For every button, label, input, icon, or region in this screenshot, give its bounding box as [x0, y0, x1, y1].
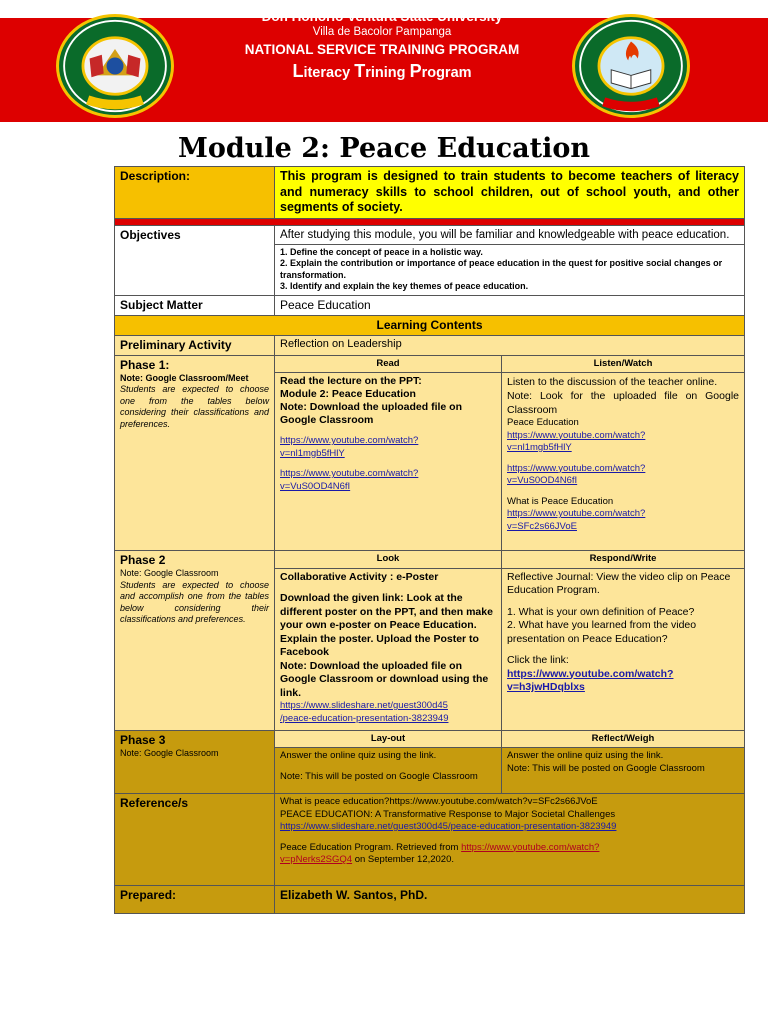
prepared-label-cell	[115, 886, 275, 914]
subject-matter-label-cell	[115, 295, 275, 315]
description-label: Description:	[120, 169, 191, 183]
prepared-by: Elizabeth W. Santos, PhD.	[280, 888, 428, 902]
listen-text: Listen to the discussion of the teacher online.	[507, 376, 718, 388]
youtube-link[interactable]: https://www.youtube.com/watch?	[507, 667, 674, 680]
objectives-row	[115, 225, 745, 244]
reference-line: v=pNerks2SGQ4 on September 12,2020.	[280, 854, 455, 865]
youtube-link[interactable]: v=SFc2s66JVoE	[507, 520, 577, 532]
preliminary-cell	[275, 335, 745, 355]
read-line: Module 2: Peace Education	[280, 388, 416, 400]
preliminary-value: Reflection on Leadership	[280, 337, 402, 350]
phase2-look-cell	[275, 568, 502, 730]
learning-contents-cell	[115, 315, 745, 335]
look-note: Note: Download the uploaded file on Google Classroom or download using the link.	[280, 659, 489, 699]
red-divider	[115, 218, 745, 225]
objectives-list-cell	[275, 244, 745, 295]
reference-link[interactable]: v=pNerks2SGQ4	[280, 854, 353, 865]
phase1-desc: Students are expected to choose one from the tables below considering their classifications and preferences.	[120, 384, 269, 429]
module-table	[114, 166, 745, 914]
module-title: Module 2: Peace Education	[177, 133, 591, 164]
phase3-label: Phase 3	[120, 732, 166, 747]
phase1-col2-head: Listen/Watch	[502, 355, 745, 373]
prepared-label: Prepared:	[120, 888, 177, 902]
youtube-link[interactable]: v=VuS0OD4N6fI	[280, 480, 351, 492]
respond-intro: Reflective Journal: View the video clip on Peace Education Program.	[507, 570, 731, 596]
respond-click-label: Click the link:	[507, 654, 569, 666]
listen-caption: What is Peace Education	[507, 495, 614, 507]
description-label-cell	[115, 167, 275, 219]
youtube-link[interactable]: v=h3jwHDqblxs	[507, 681, 585, 693]
reflect-note: Note: This will be posted on Google Classroom	[507, 762, 705, 774]
description-row	[115, 167, 745, 219]
phase3-reflect-cell	[502, 748, 745, 794]
university-address: Villa de Bacolor Pampanga	[312, 26, 452, 38]
phase2-respond-cell	[502, 568, 745, 730]
preliminary-row	[115, 335, 745, 355]
phase2-col1-head: Look	[275, 551, 502, 569]
prepared-row	[115, 886, 745, 914]
phase1-label: Phase 1:	[120, 357, 170, 372]
phase1-label-cell	[115, 355, 275, 551]
learning-contents-heading: Learning Contents	[376, 317, 483, 332]
youtube-link[interactable]: https://www.youtube.com/watch?	[507, 429, 646, 441]
phase1-read-cell	[275, 373, 502, 551]
phase2-header-row	[115, 551, 745, 569]
listen-caption: Peace Education	[507, 417, 579, 428]
description-text: This program is designed to train students to become teachers of literacy and numeracy skills to school children, out of school youth, and other segments of society.	[280, 169, 739, 214]
subject-matter-cell	[275, 295, 745, 315]
layout-text: Answer the online quiz using the link.	[280, 750, 437, 761]
youtube-link[interactable]: https://www.youtube.com/watch?	[507, 462, 646, 474]
objectives-label: Objectives	[120, 227, 181, 242]
look-body: Download the given link: Look at the different poster on the PPT, and then make your own e-poster on Peace Education. Explain the poster. Upload the Poster to Facebook	[280, 592, 493, 658]
phase2-note: Note: Google Classroom	[120, 568, 219, 578]
phase1-header-row	[115, 355, 745, 373]
listen-note: Note: Look for the uploaded file on Google Classroom	[507, 390, 739, 416]
description-cell	[275, 167, 745, 219]
layout-note: Note: This will be posted on Google Classroom	[280, 770, 478, 782]
youtube-link[interactable]: v=nl1mgb5fHlY	[507, 442, 572, 453]
prepared-cell	[275, 886, 745, 914]
references-cell	[275, 794, 745, 886]
read-line: Note: Download the uploaded file on Google Classroom	[280, 401, 462, 426]
subject-matter-label: Subject Matter	[120, 297, 203, 312]
phase2-label: Phase 2	[120, 553, 166, 567]
reference-line: Peace Education Program. Retrieved from https://www.youtube.com/watch?	[280, 841, 600, 853]
university-name: Don Honorio Ventura State University	[261, 9, 503, 24]
objectives-intro-cell	[275, 225, 745, 244]
preliminary-label-cell	[115, 335, 275, 355]
respond-question: 1. What is your own definition of Peace?	[507, 605, 695, 618]
reference-line: What is peace education?https://www.youtube.com/watch?v=SFc2s66JVoE	[280, 796, 598, 807]
youtube-link[interactable]: https://www.youtube.com/watch?	[507, 508, 646, 519]
preliminary-label: Preliminary Activity	[120, 337, 232, 352]
phase2-label-cell	[115, 551, 275, 731]
youtube-link[interactable]: v=VuS0OD4N6fI	[507, 475, 578, 486]
youtube-link[interactable]: https://www.youtube.com/watch?	[280, 435, 419, 446]
nstp-seal-logo	[56, 14, 174, 118]
respond-question: 2. What have you learned from the video presentation on Peace Education?	[507, 619, 697, 645]
reference-link[interactable]: https://www.youtube.com/watch?	[461, 841, 600, 853]
youtube-link[interactable]: v=nl1mgb5fHlY	[280, 447, 345, 459]
slideshare-link[interactable]: https://www.slideshare.net/guest300d45	[280, 700, 448, 711]
reflect-text: Answer the online quiz using the link.	[507, 750, 664, 761]
references-label: Reference/s	[120, 796, 189, 810]
phase1-col1-head: Read	[275, 355, 502, 373]
references-row	[115, 794, 745, 886]
phase2-desc: Students are expected to choose and accomplish one from the tables below considering their classifications and preferences.	[120, 579, 269, 624]
objective-item: 3. Identify and explain the key themes of peace education.	[280, 281, 529, 291]
youtube-link[interactable]: https://www.youtube.com/watch?	[280, 468, 419, 479]
phase3-col2-head: Reflect/Weigh	[502, 730, 745, 748]
objective-item: 2. Explain the contribution or importance of peace education in the quest for positive social changes or transformation.	[280, 258, 723, 280]
phase3-note: Note: Google Classroom	[120, 747, 219, 758]
red-divider-row	[115, 218, 745, 225]
references-label-cell	[115, 794, 275, 886]
program-name: NATIONAL SERVICE TRAINING PROGRAM	[244, 42, 520, 57]
lts-seal-logo	[572, 14, 690, 118]
read-line: Read the lecture on the PPT:	[280, 375, 422, 387]
objectives-label-cell	[115, 225, 275, 295]
objectives-intro: After studying this module, you will be familiar and knowledgeable with peace education.	[280, 228, 730, 241]
look-title: Collaborative Activity : e-Poster	[280, 570, 439, 583]
phase2-col2-head: Respond/Write	[502, 551, 745, 569]
header-text	[190, 8, 574, 84]
phase1-note: Note: Google Classroom/Meet	[120, 372, 249, 383]
phase3-layout-cell	[275, 748, 502, 794]
phase1-listen-cell	[502, 373, 745, 551]
phase3-col1-head: Lay-out	[275, 730, 502, 748]
learning-contents-row	[115, 315, 745, 335]
literacy-program-name: Literacy Trining Program	[292, 61, 472, 81]
phase3-label-cell	[115, 730, 275, 794]
reference-link[interactable]: https://www.slideshare.net/guest300d45/peace-education-presentation-3823949	[280, 821, 617, 832]
slideshare-link[interactable]: /peace-education-presentation-3823949	[280, 712, 449, 724]
subject-matter-value: Peace Education	[280, 297, 371, 312]
reference-line: PEACE EDUCATION: A Transformative Response to Major Societal Challenges	[280, 808, 616, 820]
objective-item: 1. Define the concept of peace in a holistic way.	[280, 246, 483, 257]
phase3-header-row	[115, 730, 745, 748]
subject-matter-row	[115, 295, 745, 315]
